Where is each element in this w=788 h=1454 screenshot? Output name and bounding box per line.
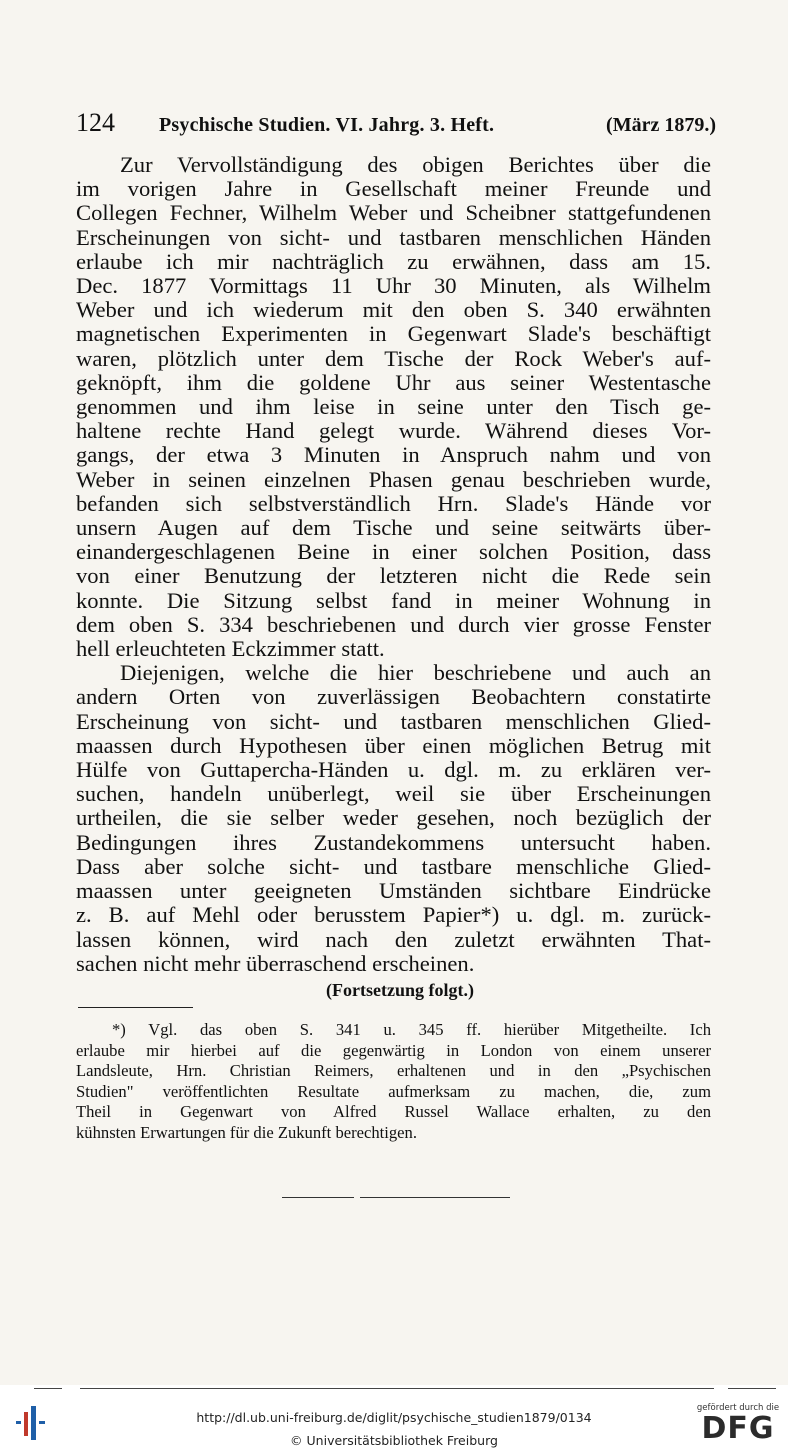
- main-text: [76, 153, 711, 976]
- text-line: Dec. 1877 Vormittags 11 Uhr 30 Minuten, als Wilhelm: [76, 273, 711, 299]
- page-header: [76, 108, 716, 138]
- copyright-notice: © Universitätsbibliothek Freiburg: [290, 1433, 498, 1448]
- footnote-line: *) Vgl. das oben S. 341 u. 345 ff. hierüber Mitgetheilte. Ich: [112, 1020, 711, 1039]
- text-line: erlaube ich mir nachträglich zu erwähnen, dass am 15.: [76, 248, 711, 274]
- continuation-note: (Fortsetzung folgt.): [326, 980, 474, 1000]
- text-line: gangs, der etwa 3 Minuten in Anspruch nahm und von: [76, 442, 711, 468]
- text-line: z. B. auf Mehl oder berusstem Papier*) u. dgl. m. zurück-: [76, 902, 711, 928]
- footnote-separator: [78, 1007, 193, 1008]
- text-line: sachen nicht mehr überraschend erscheinen.: [76, 950, 475, 976]
- dfg-caption: gefördert durch die: [696, 1403, 780, 1413]
- text-line: Bedingungen ihres Zustandekommens untersucht haben.: [76, 829, 711, 855]
- text-line: hell erleuchteten Eckzimmer statt.: [76, 636, 385, 662]
- footnote-line: Landsleute, Hrn. Christian Reimers, erhaltenen und in den „Psychischen: [76, 1061, 711, 1081]
- dfg-wordmark: DFG: [701, 1411, 775, 1446]
- footnote-line: Studien" veröffentlichten Resultate aufmerksam zu machen, die, zum: [76, 1081, 711, 1101]
- text-line: konnte. Die Sitzung selbst fand in meiner Wohnung in: [76, 587, 711, 613]
- text-line: andern Orten von zuverlässigen Beobachtern constatirte: [76, 684, 711, 710]
- text-line: unsern Augen auf dem Tische und seine seitwärts über-: [76, 515, 711, 541]
- text-line: befanden sich selbstverständlich Hrn. Slade's Hände vor: [76, 490, 711, 516]
- text-line: Weber in seinen einzelnen Phasen genau beschrieben wurde,: [76, 466, 711, 492]
- footnote-line: kühnsten Erwartungen für die Zukunft berechtigen.: [76, 1122, 417, 1142]
- issue-date: (März 1879.): [606, 114, 716, 136]
- page-number: 124: [76, 108, 115, 137]
- end-rule-left: [282, 1197, 354, 1198]
- scan-edge-line: [34, 1388, 62, 1389]
- text-line: Erscheinung von sicht- und tastbaren menschlichen Glied-: [76, 708, 711, 734]
- text-line: haltene rechte Hand gelegt wurde. Während dieses Vor-: [76, 418, 711, 444]
- text-line: lassen können, wird nach den zuletzt erwähnten That-: [76, 926, 711, 952]
- text-line: suchen, handeln unüberlegt, weil sie über Erscheinungen: [76, 781, 711, 807]
- text-line: geknöpft, ihm die goldene Uhr aus seiner Westentasche: [76, 369, 711, 395]
- text-line: Dass aber solche sicht- und tastbare menschliche Glied-: [76, 853, 711, 879]
- source-url[interactable]: http://dl.ub.uni-freiburg.de/diglit/psychische_studien1879/0134: [196, 1410, 592, 1425]
- running-title: Psychische Studien. VI. Jahrg. 3. Heft.: [159, 114, 495, 136]
- text-line: waren, plötzlich unter dem Tische der Rock Weber's auf-: [76, 345, 711, 371]
- text-line: Collegen Fechner, Wilhelm Weber und Scheibner stattgefundenen: [76, 200, 711, 226]
- text-line: im vorigen Jahre in Gesellschaft meiner Freunde und: [76, 176, 711, 202]
- text-line: dem oben S. 334 beschriebenen und durch vier grosse Fenster: [76, 611, 711, 637]
- text-line: einandergeschlagenen Beine in einer solchen Position, dass: [76, 539, 711, 565]
- scan-edge-line: [728, 1388, 776, 1389]
- text-line: Zur Vervollständigung des obigen Berichtes über die: [120, 152, 711, 177]
- text-line: magnetischen Experimenten in Gegenwart Slade's beschäftigt: [76, 321, 711, 347]
- text-line: von einer Benutzung der letzteren nicht die Rede sein: [76, 563, 711, 589]
- text-line: maassen unter geeigneten Umständen sichtbare Eindrücke: [76, 878, 711, 904]
- text-line: urtheilen, die sie selber weder gesehen, noch bezüglich der: [76, 805, 711, 831]
- footnote-line: erlaube mir hierbei auf die gegenwärtig in London von einem unserer: [76, 1040, 711, 1060]
- footnote: [76, 1020, 711, 1144]
- text-line: Diejenigen, welche die hier beschriebene und auch an: [120, 660, 711, 686]
- text-line: maassen durch Hypothesen über einen möglichen Betrug mit: [76, 732, 711, 758]
- text-line: genommen und ihm leise in seine unter den Tisch ge-: [76, 394, 711, 420]
- text-line: Weber und ich wiederum mit den oben S. 340 erwähnten: [76, 297, 711, 323]
- text-line: Erscheinungen von sicht- und tastbaren menschlichen Händen: [76, 224, 711, 250]
- end-rule-right: [360, 1197, 510, 1198]
- scan-edge-line: [80, 1388, 714, 1389]
- footnote-line: Theil in Gegenwart von Alfred Russel Wallace erhalten, zu den: [76, 1102, 711, 1122]
- dfg-logo: [696, 1403, 780, 1447]
- text-line: Hülfe von Guttapercha-Händen u. dgl. m. zu erklären ver-: [76, 757, 711, 783]
